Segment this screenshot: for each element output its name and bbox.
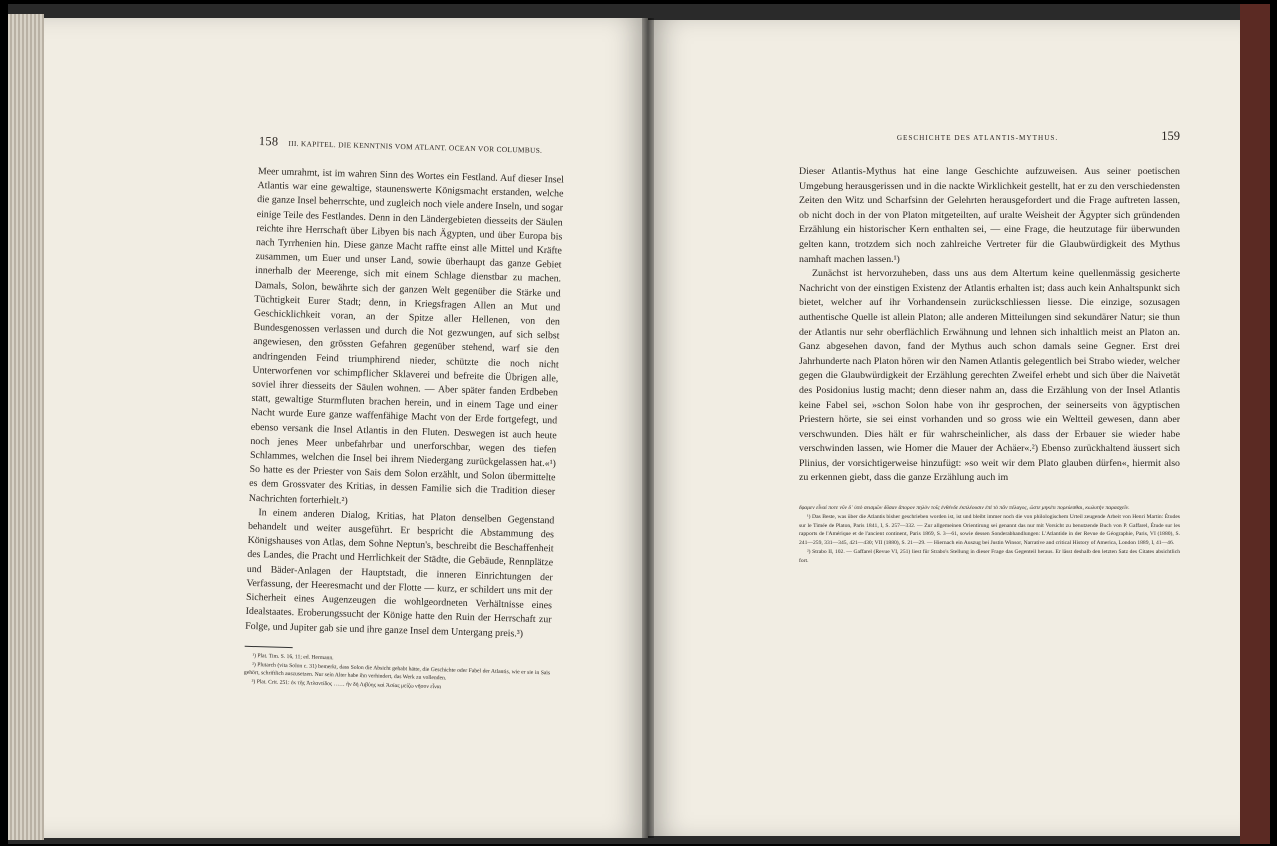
- footnote: ³) Plat. Crit. 251: ἐκ τῆς Ἀτλαντίδος …… ἣν δὴ Λιβύης καὶ Ἀσίας μείζω νῆσον εἶναι: [251, 679, 442, 691]
- footnote: ¹) Plat. Tim. S. 16, 11; ed. Hermann.: [252, 652, 334, 661]
- open-book: [8, 4, 1270, 844]
- right-paragraph: Zunächst ist hervorzuheben, dass uns aus dem Altertum keine quellenmässig gesicherte Nachricht von der einstigen Existenz der Atlantis erhalten ist; dass auch kein Anhaltspunkt sich bietet, welcher auf ihr Vorhandensein zurückschliessen liesse. Die einzige, sozusagen authentische Quelle ist allein Platon; alle anderen Mitteilungen sind sekundärer Natur; sie thun der Atlantis nur sehr oberflächlich Erwähnung und lehnen sich inhaltlich meist an Platon an. Ganz abgesehen davon, fand der Mythus auch schon damals seine Gegner. Erst drei Jahrhunderte nach Platon hören wir den Namen Atlantis gelegentlich bei Strabo wieder, welcher gegen die Glaubwürdigkeit der Erzählung gerechten Zweifel erhebt und sich über die Naivetät des Posidonius lustig macht; denn dieser nahm an, dass die Erzählung von der Insel Atlantis keine Fabel sei, »schon Solon habe von ihr gesprochen, der seinerseits von ägyptischen Priestern hörte, sie sei einst vorhanden und so gross wie ein Weltteil gewesen, dann aber verschwunden. Dies hält er für wahrscheinlicher, als dass der Erbauer sie wieder habe verschwinden lassen, wie Homer die Mauer der Achäer«.²) Ebenso zurückhaltend äussert sich Plinius, der vorsichtigerweise hinzufügt: »so weit wir dem Plato glauben dürfen«, hiermit also zu erkennen giebt, dass die ganze Erzählung auch im: [799, 268, 1180, 484]
- footnote: ²) Strabo II, 102. — Gaffarel (Revue VI, 251) liest für Strabo's Stellung in dieser Frage das Gegenteil heraus. Er lässt deshalb den letzten Satz des Citates absichtlich fort.: [799, 549, 1180, 564]
- footnote: ¹) Das Beste, was über die Atlantis bisher geschrieben worden ist, ist und bleibt immer noch die von philologischem Urteil zeugende Arbeit von Henri Martin: Études sur le Timée de Platon, Paris 1841, I, S. 257—332. — Zur allgemeinen Orientirung sei genannt das nur mit Vorsicht zu benutzende Buch von P. Gaffarel, Étude sur les rapports de l'Amérique et de l'ancient continent, Paris 1869, S. 3—61, sowie dessen Sonderabhandlungen: L'Atlantide in der Revue de Géographie, Paris, VI (1880), S. 241—259, 331—345, 421—430; VII (1880), S. 21—29. — Hiernach ein Auszug bei Justin Winsor, Narrative and critical History of America, London 1889, I, 41—46.: [799, 513, 1180, 547]
- right-page-number: 159: [1161, 129, 1180, 143]
- right-footnotes: [799, 504, 1180, 566]
- left-paragraph: Meer umrahmt, ist im wahren Sinn des Wortes ein Festland. Auf dieser Insel Atlantis war eine gewaltige, staunenswerte Königsmacht erstanden, welche die ganze Insel beherrschte, und zugleich noch viele andere Inseln, und sogar einige Teile des Festlandes. Denn in den Ländergebieten diesseits der Säulen reichte ihre Herrschaft über Libyen bis nach Ägypten, und über Europa bis nach Tyrrhenien hin. Diese ganze Macht raffte einst alle Mittel und Kräfte zusammen, um Euer und unser Land, sowie überhaupt das ganze Gebiet innerhalb der Meerenge, sich mit einem Schlage dienstbar zu machen. Damals, Solon, bewährte sich der ganzen Welt gegenüber die Stärke und Tüchtigkeit Eurer Stadt; denn, in Kriegsfragen Allen an Mut und Geschicklichkeit voran, an der Spitze aller Hellenen, von den Bundesgenossen verlassen und durch die Not gezwungen, auf sich selbst angewiesen, den grössten Gefahren gegenüber stehend, warf sie den andringenden Feind triumphirend nieder, schützte die noch nicht Unterworfenen vor schimpflicher Sklaverei und befreite die Übrigen alle, soviel ihrer diesseits der Säulen wohnen. — Aber später fanden Erdbeben statt, gewaltige Sturmfluten brachen herein, und in einem Tage und einer Nacht wurde Eure ganze waffenfähige Macht von der Erde fortgefegt, und ebenso versank die Insel Atlantis in den Fluten. Deswegen ist auch heute noch jenes Meer unbefahrbar und unerforschbar, wegen des tiefen Schlammes, welchen die Insel bei ihrem Niedergang zurückgelassen hat.«¹) So hatte es der Priester von Sais dem Solon erzählt, und Solon übermittelte es dem Grossvater des Kritias, in dessen Familie sich die Tradition dieser Nachrichten forterhielt.²): [248, 165, 564, 507]
- left-running-head: [259, 134, 565, 158]
- left-page: [44, 18, 648, 838]
- footnote: ²) Plutarch (vita Solon c. 31) bemerkt, dass Solon die Absicht gehabt hätte, die Geschichte oder Fabel der Atlantis, wie er sie in Saïs gehört, schriftlich auszusetzen. Nur sein Alter habe ihn verhindert, das Werk zu vollenden.: [243, 661, 551, 682]
- left-paragraph: In einem anderen Dialog, Kritias, hat Platon denselben Gegenstand behandelt und weiter ausgeführt. Er bespricht die Abstammung des Königshauses von Atlas, dem Sohne Neptun's, beschreibt die Beschaffenheit des Landes, die Pracht und Herrlichkeit der Städte, die Gebäude, Rennplätze und Bäder-Anlagen der Hauptstadt, die inneren Einrichtungen der Verfassung, der Heeresmacht und der Flotte — kurz, er schildert uns mit der Sicherheit eines Augenzeugen die wohlgeordneten Verhältnisse eines Idealstaates. Eroberungssucht der Könige hatte den Ruin der Herrschaft zur Folge, und Jupiter gab sie und ihre ganze Insel dem Untergang preis.³): [245, 507, 555, 640]
- right-chapter-title: GESCHICHTE DES ATLANTIS-MYTHUS.: [896, 134, 1059, 142]
- book-gutter: [642, 18, 654, 838]
- left-page-content: [244, 134, 565, 695]
- page-stack-left: [8, 14, 44, 840]
- left-page-number: 158: [258, 134, 279, 149]
- right-page: [648, 20, 1240, 836]
- footnote-rule: [245, 646, 293, 648]
- left-chapter-title: III. KAPITEL. DIE KENNTNIS VOM ATLANT. OCEAN VOR COLUMBUS.: [288, 138, 543, 155]
- book-cover-edge: [1240, 4, 1270, 844]
- footnote-continuation: ἔφαμεν εἶναί ποτε νῦν δ᾽ ὑπὸ σεισμῶν δῦσαν ἄπορον πηλὸν τοῖς ἐνθένδε ἐκπλέουσιν ἐπὶ τὸ πᾶν πέλαγος, ὥστε μηκέτι πορεύεσθαι, κωλυτὴν παρασχεῖν.: [799, 505, 1130, 512]
- left-body-text: [245, 165, 564, 642]
- right-paragraph: Dieser Atlantis-Mythus hat eine lange Geschichte aufzuweisen. Aus seiner poetischen Umgebung herausgerissen und in die nackte Wirklichkeit gestellt, hat er zu den verschiedensten Zeiten den Witz und Scharfsinn der Gelehrten herausgefordert und die Frage auftreten lassen, ob nicht doch in der von Platon mitgeteilten, auf uralte Weisheit der Ägypter sich gründenden Erzählung ein historischer Kern enthalten sei, — eine Frage, die heutzutage für überwunden gelten kann, trotzdem sich noch zahlreiche Vertreter für die Glaubwürdigkeit des Mythus namhaft machen lassen.¹): [799, 166, 1180, 265]
- right-page-content: [799, 129, 1180, 566]
- right-running-head: [799, 129, 1180, 145]
- left-footnotes: [244, 652, 551, 696]
- right-body-text: [799, 165, 1180, 486]
